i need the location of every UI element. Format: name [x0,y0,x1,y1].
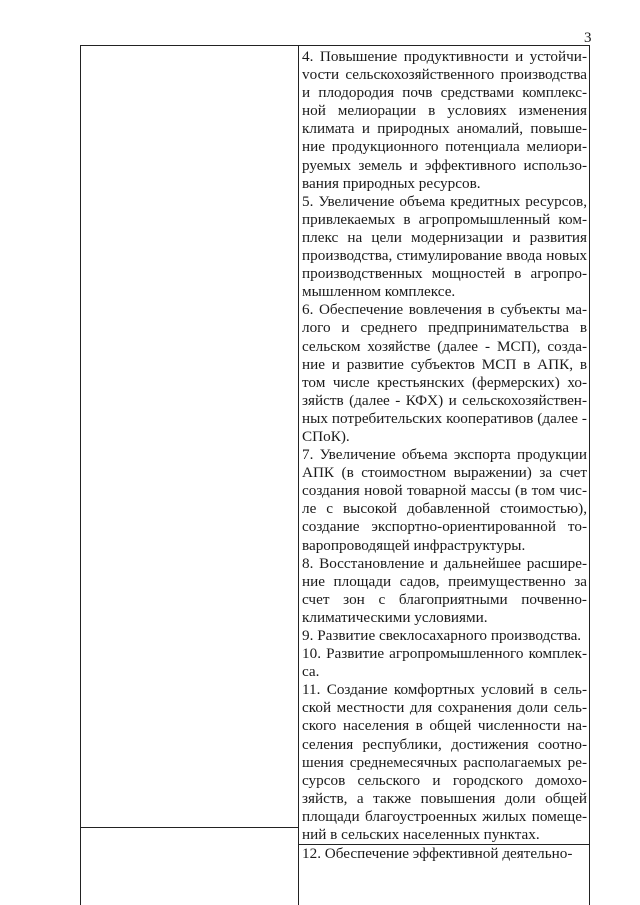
goal-item-10: 10. Развитие агропромышленного комплекса. [302,645,587,681]
page-number: 3 [584,30,592,46]
goals-table [80,45,590,905]
goal-item-9: 9. Развитие свеклосахарного производства. [302,627,582,644]
goal-item-8: 8. Восстановление и дальнейшее расширение площади садов, преимущественно за счет зон с благоприятными почвенно-климатическими условиями. [302,554,587,626]
goal-item-6: 6. Обеспечение вовлечения в субъекты малого и среднего предпринимательства в сельском хозяйстве (далее - МСП), создание и развитие субъектов МСП в АПК, в том числе крестьянских (фермерских) хозяйств (далее - КФХ) и сельскохозяйственных потребительских кооперативов (далее - СПоК). [302,301,587,445]
goal-item-12: 12. Обеспечение эффективной деятельно- [302,845,573,863]
goal-item-11: 11. Создание комфортных условий в сельской местности для сохранения доли сельского населения в общей численности населения республики, достижения соотношения среднемесячных располагаемых ресурсов сельского и городского домохозяйств, а также повышения доли общей площади благоустроенных жилых помещений в сельских населенных пунктах. [302,681,587,844]
goal-item-7: 7. Увеличение объема экспорта продукции АПК (в стоимостном выражении) за счет создания новой товарной массы (в том числе с высокой добавленной стоимостью), создание экспортно-ориентированной товаропроводящей инфраструктуры. [302,446,587,554]
goal-item-4: 4. Повышение продуктивности и устойчиvости сельскохозяйственного производства и плодородия почв средствами комплексной мелиорации в условиях изменения климата и природных аномалий, повышение продукционного потенциала мелиорируемых земель и эффективного использования природных ресурсов. [302,48,587,192]
table-left-column [81,46,299,905]
goal-item-5: 5. Увеличение объема кредитных ресурсов, привлекаемых в агропромышленный комплекс на цели модернизации и развития производства, стимулирование ввода новых производственных мощностей в агропромышленном комплексе. [302,192,587,301]
table-right-column [299,46,589,905]
row-divider [81,827,298,828]
